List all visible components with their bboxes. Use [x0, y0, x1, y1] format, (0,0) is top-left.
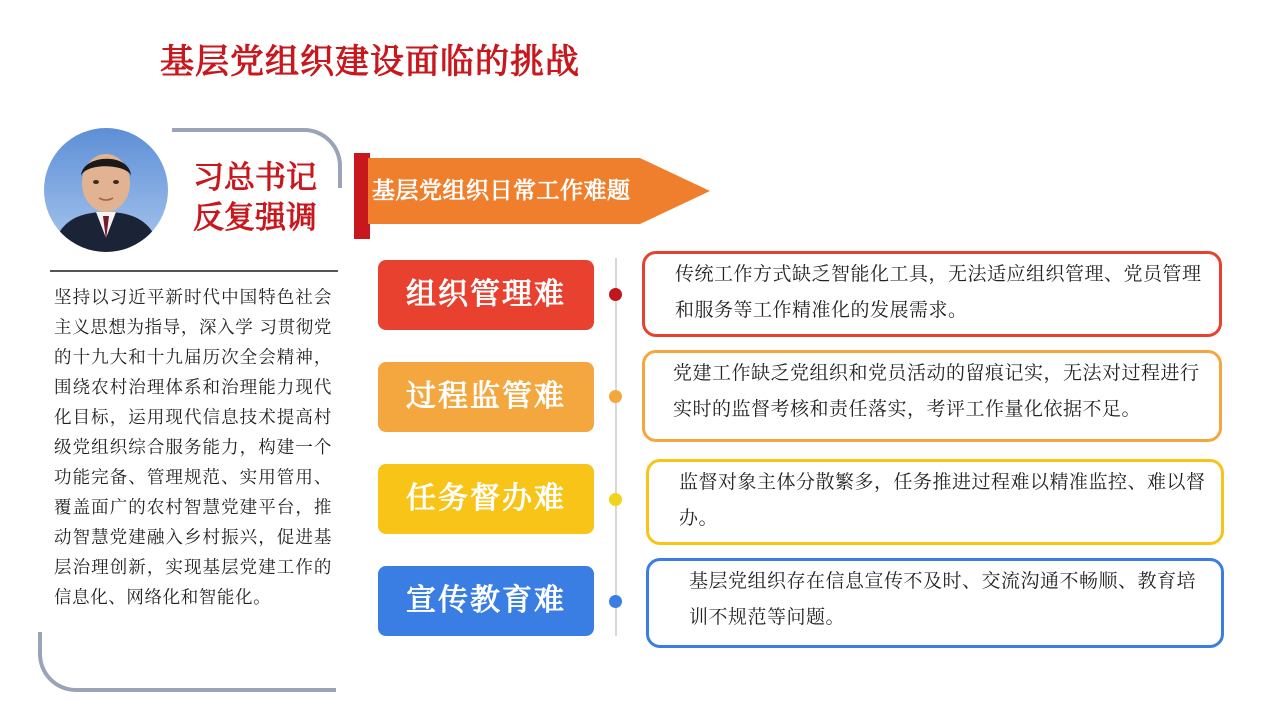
timeline-dot-2 [609, 390, 622, 403]
divider-line [50, 270, 338, 272]
challenge-desc-process: 党建工作缺乏党组织和党员活动的留痕记实，无法对过程进行实时的监督考核和责任落实，考评工作量化依据不足。 [642, 350, 1222, 442]
portrait-photo [44, 128, 168, 252]
challenge-desc-organization: 传统工作方式缺乏智能化工具，无法适应组织管理、党员管理和服务等工作精准化的发展需求。 [642, 251, 1222, 337]
speaker-label [190, 158, 320, 238]
challenge-desc-publicity: 基层党组织存在信息宣传不及时、交流沟通不畅顺、教育培训不规范等问题。 [646, 558, 1224, 648]
decorative-arc-bottom [38, 632, 336, 692]
challenge-desc-task: 监督对象主体分散繁多，任务推进过程难以精准监控、难以督办。 [646, 459, 1224, 545]
challenge-label-organization: 组织管理难 [378, 260, 594, 330]
timeline-line [615, 258, 617, 636]
challenge-label-task: 任务督办难 [378, 464, 594, 534]
challenge-label-process: 过程监管难 [378, 362, 594, 432]
timeline-dot-4 [609, 595, 622, 608]
banner-label: 基层党组织日常工作难题 [372, 178, 631, 204]
timeline-dot-3 [609, 493, 622, 506]
speaker-line-2: 反复强调 [193, 200, 317, 236]
speaker-line-1: 习总书记 [193, 160, 317, 196]
quote-text: 坚持以习近平新时代中国特色社会主义思想为指导，深入学 习贯彻党的十九大和十九届历次全会精神，围绕农村治理体系和治理能力现代化目标，运用现代信息技术提高村级党组织综合服务能力，构建一个功能完备、管理规范、实用管用、覆盖面广的农村智慧党建平台，推动智慧党建融入乡村振兴，促进基层治理创新，实现基层党建工作的信息化、网络化和智能化。 [54, 288, 332, 608]
slide-title: 基层党组织建设面临的挑战 [160, 42, 580, 82]
timeline-dot-1 [609, 288, 622, 301]
challenge-label-publicity: 宣传教育难 [378, 566, 594, 636]
banner-arrow [368, 158, 710, 224]
